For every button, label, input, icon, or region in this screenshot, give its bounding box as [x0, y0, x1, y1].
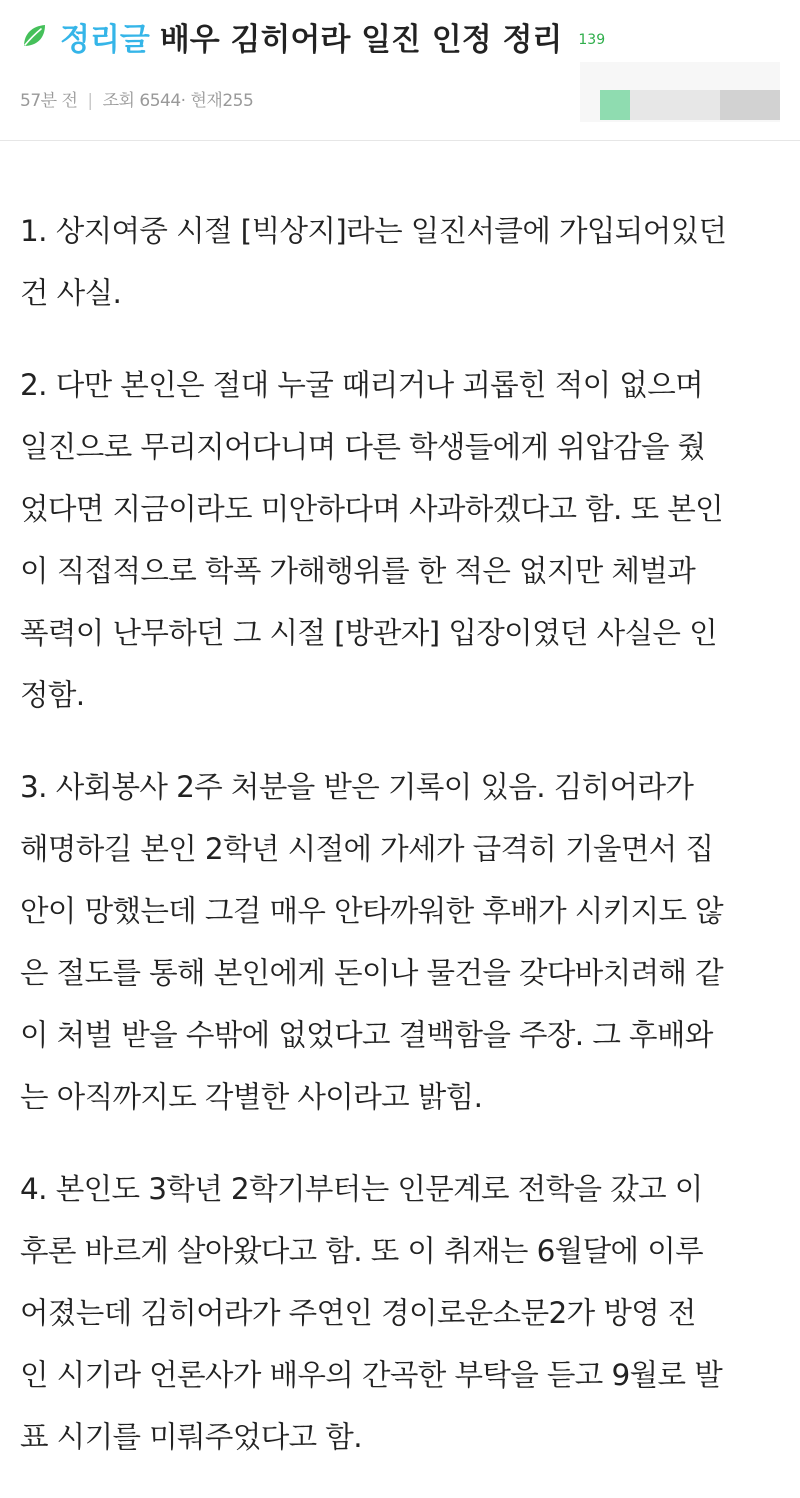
current-label: · 현재	[180, 91, 223, 111]
content-line: 안이 망했는데 그걸 매우 안타까워한 후배가 시키지도 않	[20, 894, 724, 928]
leaf-icon	[20, 22, 48, 50]
post-meta	[20, 86, 253, 111]
post-time: 57분 전	[20, 91, 78, 111]
post-content	[20, 200, 790, 1498]
content-line: 어졌는데 김히어라가 주연인 경이로운소문2가 방영 전	[20, 1296, 696, 1330]
content-line: 후론 바르게 살아왔다고 함. 또 이 취재는 6월달에 이루	[20, 1234, 704, 1268]
meta-separator: |	[87, 91, 93, 111]
post-title: 배우 김히어라 일진 인정 정리	[159, 21, 563, 58]
content-paragraph	[20, 200, 790, 324]
post-title-row	[20, 14, 605, 58]
content-line: 일진으로 무리지어다니며 다른 학생들에게 위압감을 줬	[20, 430, 706, 464]
post-category[interactable]: 정리글	[60, 21, 150, 58]
content-paragraph	[20, 1158, 790, 1468]
author-info-blurred[interactable]	[580, 62, 780, 122]
content-line: 4. 본인도 3학년 2학기부터는 인문계로 전학을 갔고 이	[20, 1172, 703, 1206]
content-line: 건 사실.	[20, 276, 122, 310]
content-paragraph	[20, 354, 790, 726]
content-line: 해명하길 본인 2학년 시절에 가세가 급격히 기울면서 집	[20, 832, 714, 866]
content-line: 3. 사회봉사 2주 처분을 받은 기록이 있음. 김히어라가	[20, 770, 694, 804]
comment-count[interactable]: 139	[578, 32, 606, 48]
content-line: 인 시기라 언론사가 배우의 간곡한 부탁을 듣고 9월로 발	[20, 1358, 723, 1392]
content-line: 정함.	[20, 678, 85, 712]
views-label: 조회	[102, 91, 135, 111]
content-line: 었다면 지금이라도 미안하다며 사과하겠다고 함. 또 본인	[20, 492, 724, 526]
current-count: 255	[222, 91, 254, 111]
content-line: 1. 상지여중 시절 [빅상지]라는 일진서클에 가입되어있던	[20, 214, 727, 248]
content-line: 폭력이 난무하던 그 시절 [방관자] 입장이였던 사실은 인	[20, 616, 717, 650]
content-line: 표 시기를 미뤄주었다고 함.	[20, 1420, 362, 1454]
content-line: 2. 다만 본인은 절대 누굴 때리거나 괴롭힌 적이 없으며	[20, 368, 704, 402]
views-count: 6544	[139, 91, 181, 111]
content-line: 은 절도를 통해 본인에게 돈이나 물건을 갖다바치려해 같	[20, 956, 724, 990]
content-paragraph	[20, 756, 790, 1128]
content-line: 이 직접적으로 학폭 가해행위를 한 적은 없지만 체벌과	[20, 554, 696, 588]
content-line: 이 처벌 받을 수밖에 없었다고 결백함을 주장. 그 후배와	[20, 1018, 713, 1052]
content-line: 는 아직까지도 각별한 사이라고 밝힘.	[20, 1080, 483, 1114]
post-header	[0, 0, 800, 141]
